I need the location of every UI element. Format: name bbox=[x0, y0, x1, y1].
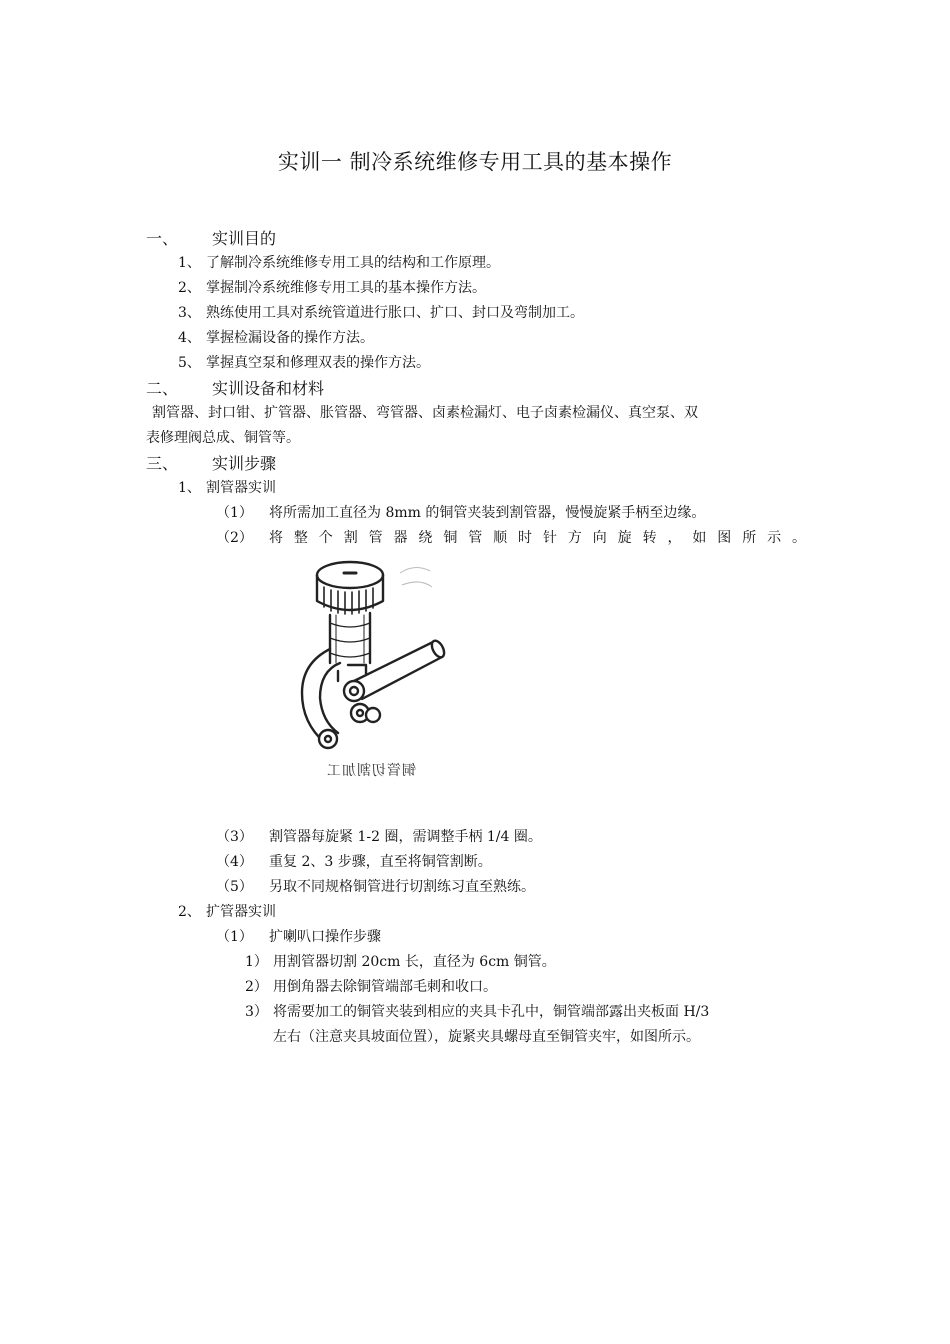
item-text: 掌握检漏设备的操作方法。 bbox=[206, 330, 374, 346]
sub-step-number: （1） bbox=[216, 929, 253, 945]
item-number: 2、 bbox=[178, 280, 201, 296]
step-text: 扩管器实训 bbox=[206, 904, 276, 920]
figure-caption: 铜管切割加工 bbox=[326, 763, 416, 779]
pipe-cutter-illustration bbox=[280, 553, 470, 793]
sub-step-number: （2） bbox=[216, 530, 253, 546]
step-text: 割管器实训 bbox=[206, 480, 276, 496]
sub-sub-step-number: 2） bbox=[245, 979, 268, 995]
sub-step-number: （3） bbox=[216, 829, 253, 845]
section-title: 实训设备和材料 bbox=[212, 379, 325, 398]
sub-step-number: （1） bbox=[216, 505, 253, 521]
sub-sub-step-number: 3） bbox=[245, 1004, 268, 1020]
sub-sub-step-text: 用倒角器去除铜管端部毛刺和收口。 bbox=[273, 979, 497, 995]
document-title: 实训一 制冷系统维修专用工具的基本操作 bbox=[277, 150, 673, 174]
paragraph-line: 表修理阀总成、铜管等。 bbox=[146, 430, 300, 446]
sub-sub-step-continuation: 左右（注意夹具坡面位置），旋紧夹具螺母直至铜管夹牢，如图所示。 bbox=[273, 1029, 700, 1045]
sub-step-text: 将所需加工直径为 8mm 的铜管夹装到割管器，慢慢旋紧手柄至边缘。 bbox=[269, 505, 706, 521]
section-number: 一、 bbox=[146, 229, 179, 248]
section-title: 实训步骤 bbox=[212, 454, 277, 473]
sub-step-text: 扩喇叭口操作步骤 bbox=[269, 929, 381, 945]
item-text: 掌握制冷系统维修专用工具的基本操作方法。 bbox=[206, 280, 486, 296]
sub-step-text: 另取不同规格铜管进行切割练习直至熟练。 bbox=[269, 879, 535, 895]
item-number: 3、 bbox=[178, 305, 201, 321]
step-number: 1、 bbox=[178, 480, 201, 496]
step-number: 2、 bbox=[178, 904, 201, 920]
sub-sub-step-number: 1） bbox=[245, 954, 268, 970]
paragraph-line: 割管器、封口钳、扩管器、胀管器、弯管器、卤素检漏灯、电子卤素检漏仪、真空泵、双 bbox=[152, 405, 698, 421]
section-number: 二、 bbox=[146, 379, 179, 398]
sub-step-text: 重复 2、3 步骤，直至将铜管割断。 bbox=[269, 854, 492, 870]
item-number: 1、 bbox=[178, 255, 201, 271]
sub-step-number: （5） bbox=[216, 879, 253, 895]
section-number: 三、 bbox=[146, 454, 179, 473]
item-text: 掌握真空泵和修理双表的操作方法。 bbox=[206, 355, 430, 371]
pipe-cutter-figure bbox=[280, 553, 470, 793]
sub-step-text: 割管器每旋紧 1-2 圈，需调整手柄 1/4 圈。 bbox=[269, 829, 542, 845]
sub-sub-step-text: 用割管器切割 20cm 长，直径为 6cm 铜管。 bbox=[273, 954, 556, 970]
item-number: 4、 bbox=[178, 330, 201, 346]
sub-sub-step-text: 将需要加工的铜管夹装到相应的夹具卡孔中，铜管端部露出夹板面 H/3 bbox=[273, 1004, 710, 1020]
section-title: 实训目的 bbox=[212, 229, 277, 248]
item-text: 了解制冷系统维修专用工具的结构和工作原理。 bbox=[206, 255, 500, 271]
item-text: 熟练使用工具对系统管道进行胀口、扩口、封口及弯制加工。 bbox=[206, 305, 584, 321]
sub-step-number: （4） bbox=[216, 854, 253, 870]
item-number: 5、 bbox=[178, 355, 201, 371]
sub-step-text: 将 整 个 割 管 器 绕 铜 管 顺 时 针 方 向 旋 转 ， 如 图 所 示 。 bbox=[269, 530, 806, 546]
